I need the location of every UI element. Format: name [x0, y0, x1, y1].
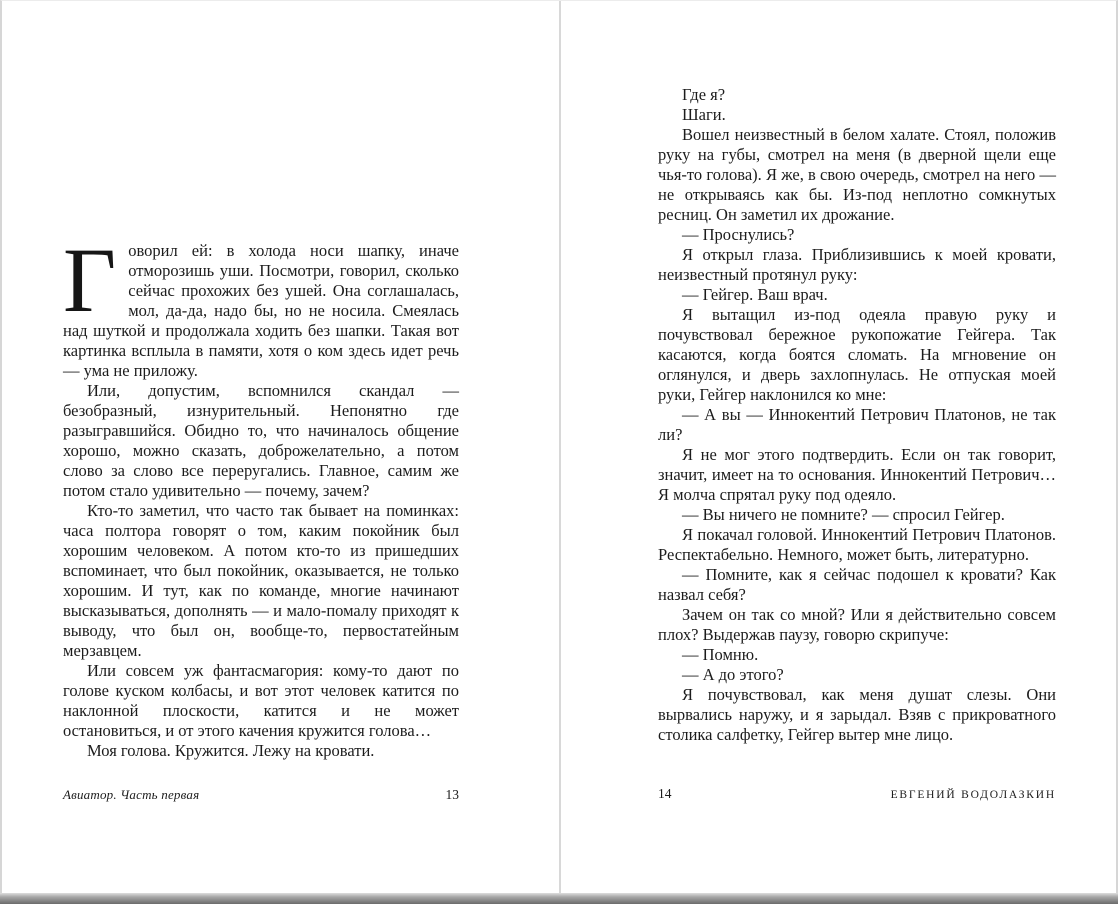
- paragraph: — Гейгер. Ваш врач.: [682, 285, 828, 304]
- paragraph: Вошел неизвестный в белом халате. Стоял, положив руку на губы, смотрел на меня (в дверной щели еще чья-то голова). Я же, в свою очередь, смотрел на него — не открываясь как бы. Из-под неплотно сомкнутых ресниц. Он заметил их дрожание.: [658, 125, 1056, 224]
- paragraph: Моя голова. Кружится. Лежу на кровати.: [87, 741, 375, 760]
- paragraph: — Вы ничего не помните? — спросил Гейгер.: [682, 505, 1005, 524]
- drop-cap: Г: [63, 229, 117, 331]
- paragraph: — Проснулись?: [682, 225, 795, 244]
- chapter-top-spacer: [63, 85, 459, 241]
- page-right: [559, 1, 1116, 893]
- paragraph: Или, допустим, вспомнился скандал — безобразный, изнурительный. Непонятно где разыгравшийся. Обидно то, что начиналось общение хорошо, можно сказать, доброжелательно, а потом слово за слово все переругались. Главное, самим же потом стало удивительно — почему, зачем?: [63, 381, 459, 500]
- paragraph: — Помните, как я сейчас подошел к кровати? Как назвал себя?: [658, 565, 1056, 604]
- paragraph: Я вытащил из-под одеяла правую руку и почувствовал бережное рукопожатие Гейгера. Так касаются, когда боятся сломать. На мгновение он оглянулся, и дверь захлопнулась. Не отпуская моей руки, Гейгер наклонился ко мне:: [658, 305, 1056, 404]
- paragraph: Кто-то заметил, что часто так бывает на поминках: часа полтора говорят о том, каким покойник был хорошим человеком. А потом кто-то из пришедших вспоминает, что был покойник, оказывается, не только хорошим. И тут, как по команде, многие начинают высказываться, дополнять — и мало-помалу приходят к выводу, что был он, вообще-то, первостатейным мерзавцем.: [63, 501, 459, 660]
- right-paragraphs: [658, 85, 1056, 745]
- paragraph: Я почувствовал, как меня душат слезы. Они вырвались наружу, и я зарыдал. Взяв с прикроватного столика салфетку, Гейгер вытер мне лицо.: [658, 685, 1056, 744]
- paragraph: Зачем он так со мной? Или я действительно совсем плох? Выдержав паузу, говорю скрипуче:: [658, 605, 1056, 644]
- opening-paragraph-text: оворил ей: в холода носи шапку, иначе отморозишь уши. Посмотри, говорил, сколько сейчас прохожих без ушей. Она соглашалась, мол, да-да, надо бы, но не носила. Смеялась над шуткой и продолжала ходить без шапки. Такая вот картинка всплыла в памяти, хотя о ком здесь идет речь — ума не приложу.: [63, 241, 459, 380]
- paragraph: Я покачал головой. Иннокентий Петрович Платонов. Респектабельно. Немного, может быть, литературно.: [658, 525, 1056, 564]
- paragraph: Или совсем уж фантасмагория: кому-то дают по голове куском колбасы, и вот этот человек катится по наклонной плоскости, катится и не может остановиться, и от этого качения кружится голова…: [63, 661, 459, 740]
- left-paragraphs: [63, 381, 459, 761]
- paragraph: Я не мог этого подтвердить. Если он так говорит, значит, имеет на то основания. Иннокентий Петрович… Я молча спрятал руку под одеяло.: [658, 445, 1056, 504]
- page-left: [2, 1, 559, 893]
- page-right-footer: [658, 786, 1056, 803]
- paragraph: — А вы — Иннокентий Петрович Платонов, не так ли?: [658, 405, 1056, 444]
- page-right-body: [559, 1, 1116, 745]
- paragraph: Шаги.: [682, 105, 726, 124]
- page-number-right: 14: [658, 786, 672, 801]
- opening-paragraph: [63, 229, 459, 381]
- running-title: Авиатор. Часть первая: [63, 787, 200, 802]
- paragraph: Я открыл глаза. Приблизившись к моей кровати, неизвестный протянул руку:: [658, 245, 1056, 284]
- paragraph: Где я?: [682, 85, 726, 104]
- page-left-body: [2, 1, 559, 761]
- paragraph: — Помню.: [682, 645, 759, 664]
- book-bottom-edge: [0, 893, 1118, 904]
- page-left-footer: [63, 787, 459, 803]
- paragraph: — А до этого?: [682, 665, 784, 684]
- author-running-title: ЕВГЕНИЙ ВОДОЛАЗКИН: [890, 789, 1056, 801]
- page-number-left: 13: [445, 787, 459, 802]
